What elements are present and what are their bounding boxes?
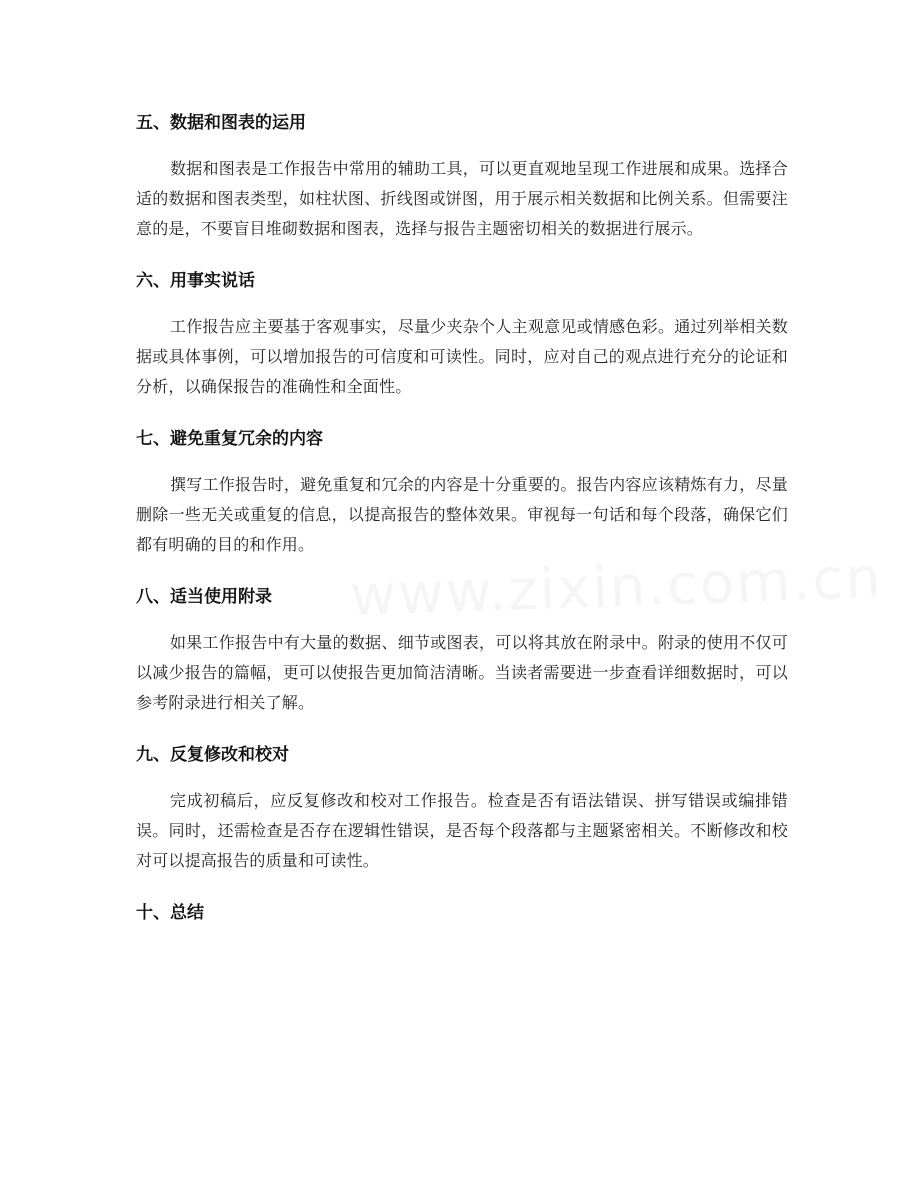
section-paragraph-9: 完成初稿后，应反复修改和校对工作报告。检查是否有语法错误、拼写错误或编排错误。同时，还需检查是否存在逻辑性错误，是否每个段落都与主题紧密相关。不断修改和校对可以提高报告的质量和可读性。	[136, 791, 788, 870]
section-heading-7: 七、避免重复冗余的内容	[136, 429, 323, 449]
section-heading-5: 五、数据和图表的运用	[136, 113, 306, 133]
section-heading-6: 六、用事实说话	[136, 271, 255, 291]
section-heading-9: 九、反复修改和校对	[136, 745, 289, 765]
document-body	[136, 106, 788, 944]
section-paragraph-8: 如果工作报告中有大量的数据、细节或图表，可以将其放在附录中。附录的使用不仅可以减少报告的篇幅，更可以使报告更加简洁清晰。当读者需要进一步查看详细数据时，可以参考附录进行相关了解。	[136, 633, 788, 712]
section-paragraph-6: 工作报告应主要基于客观事实，尽量少夹杂个人主观意见或情感色彩。通过列举相关数据或具体事例，可以增加报告的可信度和可读性。同时，应对自己的观点进行充分的论证和分析，以确保报告的准确性和全面性。	[136, 317, 788, 396]
section-paragraph-5: 数据和图表是工作报告中常用的辅助工具，可以更直观地呈现工作进展和成果。选择合适的数据和图表类型，如柱状图、折线图或饼图，用于展示相关数据和比例关系。但需要注意的是，不要盲目堆砌数据和图表，选择与报告主题密切相关的数据进行展示。	[136, 159, 788, 238]
section-paragraph-7: 撰写工作报告时，避免重复和冗余的内容是十分重要的。报告内容应该精炼有力，尽量删除一些无关或重复的信息，以提高报告的整体效果。审视每一句话和每个段落，确保它们都有明确的目的和作用。	[136, 475, 788, 554]
watermark: www.zixin.com.cn	[349, 545, 884, 630]
section-heading-8: 八、适当使用附录	[136, 587, 272, 607]
section-heading-10: 十、总结	[136, 903, 204, 923]
